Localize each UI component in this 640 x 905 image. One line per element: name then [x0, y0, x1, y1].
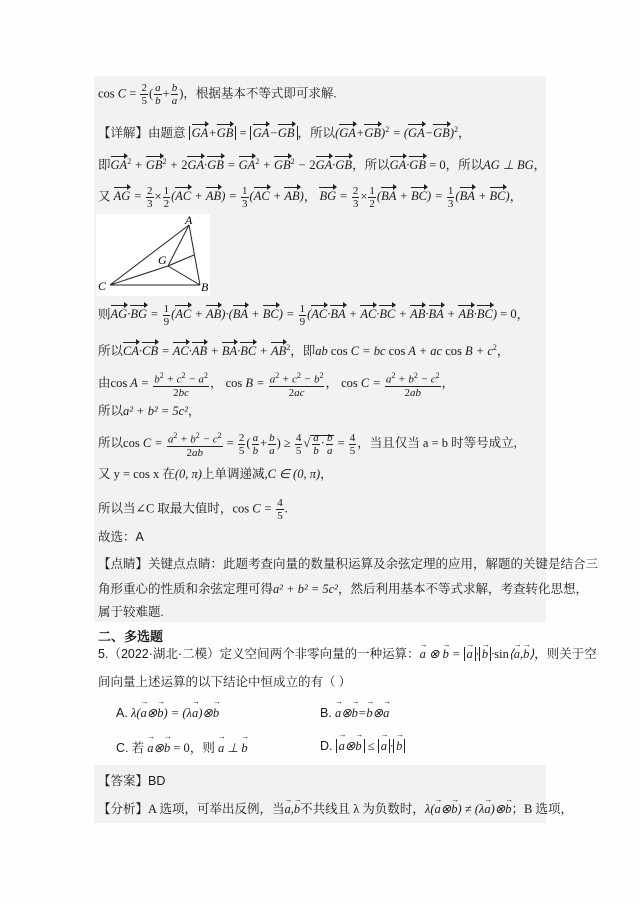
- median-cg: [110, 266, 168, 285]
- equality-note: 当且仅当 a = b 时等号成立,: [369, 436, 517, 451]
- vertex-label-a: A: [185, 214, 193, 227]
- option-b[interactable]: B. → a⊗→ b=→ b⊗→ a: [320, 705, 389, 721]
- so-text: 所以: [98, 404, 124, 418]
- question-5-stem-line2: [98, 673, 351, 691]
- comment-line-1: [98, 555, 598, 573]
- triangle-figure: [96, 214, 210, 296]
- comment-line-3: [98, 603, 164, 621]
- solution-line-monotone: 又 y = cos x 在(0, π)上单调递减,C ∈ (0, π)，: [98, 467, 333, 481]
- so-text: 所以: [98, 436, 124, 451]
- edge-ca: [110, 225, 189, 285]
- interval: (0, π): [174, 467, 202, 481]
- comment-label: 【点睛】: [98, 557, 149, 571]
- so-text: 所以: [98, 344, 124, 359]
- choice-value: A: [135, 530, 144, 544]
- question-number: 5.: [98, 647, 109, 661]
- intro-tail-text: ，根据基本不等式即可求解.: [183, 86, 337, 101]
- section-heading: 二、多选题: [98, 629, 164, 644]
- option-c-label: C.: [116, 741, 129, 755]
- solution-line-a2b2: 所以a² + b² = 5c²，: [98, 404, 201, 418]
- question-stem-a: 定义空间两个非零向量的一种运算：: [219, 647, 420, 661]
- question-stem-b: ，则关于空: [534, 647, 597, 661]
- detail-text: 由题意: [148, 126, 186, 141]
- edge-ab: [189, 225, 200, 285]
- perp-result: AG ⊥ BG: [483, 158, 534, 173]
- segment-ag: [168, 225, 189, 266]
- answer-value: BD: [148, 774, 166, 788]
- option-b-label: B.: [320, 706, 332, 720]
- triangle-diagram: [96, 214, 210, 296]
- detail-label: 【详解】: [98, 126, 149, 141]
- question-5-stem: 5.（2022·湖北·二模）定义空间两个非零向量的一种运算：→ a ⊗ → b = → a ·→ b ·sin⟨→ a,→ b⟩，则关于空: [98, 645, 597, 663]
- analysis-text-b: 不共线且 λ 为负数时，: [300, 802, 425, 816]
- a2b2-result: a² + b² = 5c²: [123, 404, 188, 418]
- monotone-text: 上单调递减,: [201, 467, 268, 481]
- option-a[interactable]: A. λ(→ a⊗→ b) = (λ→ a)⊗→ b: [116, 705, 219, 721]
- analysis-text-c: ；B 选项，: [511, 802, 573, 816]
- you-by-text: 由: [98, 376, 111, 391]
- option-d[interactable]: D. → a⊗→ b ≤ → a ·→ b: [320, 738, 405, 754]
- answer-label: 【答案】: [98, 774, 149, 788]
- solution-line-max: 所以当∠C 取最大值时，cos C = $\frac{4}{5}$ .: [98, 497, 288, 522]
- so-text: 所以: [458, 158, 484, 173]
- solution-line-dot: 则AG·BG = $\frac{1}{9}$ (AC + AB)·(BA + BC) = $\frac{1}{9}$ (AC·BA + AC·BC + AB·BA + AB·BC) = 0，: [98, 303, 530, 328]
- option-d-label: D.: [320, 739, 333, 753]
- analysis-text-a: A 选项，可举出反例，当: [148, 802, 285, 816]
- ji-text: 即: [98, 158, 111, 173]
- vertex-label-g: G: [158, 253, 167, 267]
- solution-line-expand: 即$GA^2 + GB^2 + 2GA\cdot GB = GA^2 + GB^2 - 2GA\cdot GB$，所以GA·GB = 0，所以AG ⊥ BG，: [98, 157, 547, 173]
- solution-line-detail: 【详解】由题意 GA+GB = GA−GB ，所以$(GA+GB)^2 = (GA-GB)^2$，: [98, 125, 471, 141]
- option-a-label: A.: [116, 706, 128, 720]
- question-stem-line2: 间向量上述运算的以下结论中恒成立的有（ ）: [98, 675, 352, 689]
- comment-text-3: 属于较难题.: [98, 605, 164, 619]
- you-text: 又: [98, 189, 111, 204]
- comment-text-2b: ，然后利用基本不等式求解，考查转化思想，: [337, 582, 588, 596]
- vertex-label-b: B: [201, 280, 209, 294]
- so-text: 所以: [364, 158, 390, 173]
- comment-text-1: 关键点点睛：此题考查向量的数量积运算及余弦定理的应用，解题的关键是结合三: [148, 557, 599, 571]
- solution-line-intro: cos C = $\frac{2}{5}$ ( $\frac{a}{b}$ + $\frac{b}{a}$ )，根据基本不等式即可求解.: [98, 82, 337, 107]
- monotone-prefix: 又 y = cos x 在: [98, 467, 175, 481]
- c-interval: C ∈ (0, π): [267, 467, 321, 481]
- ji-text: 即: [302, 344, 316, 359]
- question-source: （2022·湖北·二模）: [108, 647, 220, 661]
- median-g-ab: [168, 255, 194, 266]
- solution-line-ca-cb: 所以$CA\cdot CB = AC\cdot AB + BA\cdot BC + AB^2$，即ab cos C = bc cos A + ac $\cos B + c^2$，: [98, 343, 510, 359]
- solution-line-inequality: 所以cos C = $\frac{a^2 + b^2 - c^2}{2ab}$ = $\frac{2}{5}$ ( $\frac{a}{b}$ + $\frac{b}{a}$ ) ≥ $\frac{4}{5}$ √ $\frac{a}{b}$ · $\frac{b}{a}$ = $\frac{4}{5}$ ，当且仅当 a = b 时等号成立,: [98, 431, 517, 459]
- solution-line-centroid: 又 AG = $\frac{2}{3}$ × $\frac{1}{2}$ (AC + AB) = $\frac{1}{3}$ (AC + AB)， BG = $\frac{2}{3}$ × $\frac{1}{2}$ (BA + BC) = $\frac{1}{3}$ (BA + BC)，: [98, 185, 523, 210]
- answer-line: [98, 772, 165, 790]
- comment-text-2a: 角形重心的性质和余弦定理可得: [98, 582, 274, 596]
- choice-label: 故选：: [98, 530, 136, 544]
- comment-line-2: [98, 580, 588, 598]
- solution-line-choice: [98, 528, 144, 546]
- max-text: 所以当∠C 取最大值时，: [98, 501, 233, 516]
- ze-text: 则: [98, 307, 111, 322]
- segment-gb: [168, 266, 200, 285]
- option-c[interactable]: C. 若 → a⊗→ b = 0，则 → a ⊥ → b: [116, 738, 248, 756]
- analysis-line: 【分析】A 选项，可举出反例，当→ a,→ b不共线且 λ 为负数时，λ(→ a⊗→ b) ≠ (λ→ a)⊗→ b；B 选项，: [98, 800, 573, 818]
- analysis-label: 【分析】: [98, 802, 149, 816]
- comment-formula: a² + b² = 5c²: [273, 582, 338, 596]
- vertex-label-c: C: [98, 279, 107, 293]
- solution-line-cosine-law: 由cos A = $\frac{b^2 + c^2 - a^2}{2bc}$ ， cos B = $\frac{a^2 + c^2 - b^2}{2ac}$ ， cos C = $\frac{a^2 + b^2 - c^2}{2ab}$ ，: [98, 371, 455, 399]
- so-text: 所以: [310, 126, 336, 141]
